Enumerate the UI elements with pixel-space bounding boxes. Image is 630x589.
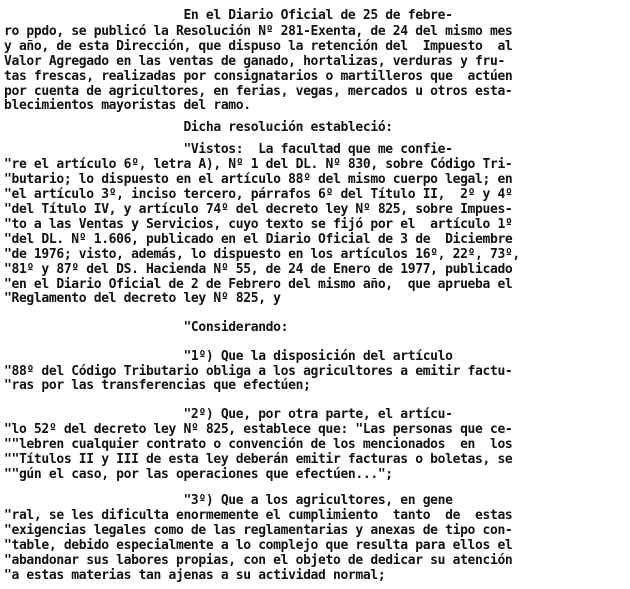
text-line: y año, de esta Dirección, que dispuso la retención del Impuesto al	[4, 39, 513, 54]
text-line: "del DL. Nº 1.606, publicado en el Diario Oficial de 3 de Diciembre	[4, 232, 513, 247]
section-heading: "Considerando:	[4, 320, 289, 335]
section-heading: Dicha resolución estableció:	[4, 120, 393, 135]
text-line: ""gún el caso, por las operaciones que efectúen...";	[4, 467, 393, 482]
text-line: "Vistos: La facultad que me confie-	[4, 142, 453, 157]
text-line: "abandonar sus labores propias, con el objeto de dedicar su atención	[4, 553, 513, 568]
text-line: En el Diario Oficial de 25 de febre-	[4, 8, 453, 23]
text-line: ""lebren cualquier contrato o convención de los mencionados en los	[4, 437, 513, 452]
text-line: Valor Agregado en las ventas de ganado, hortalizas, verduras y fru-	[4, 54, 505, 69]
text-line: "ral, se les dificulta enormemente el cumplimiento tanto de estas	[4, 508, 513, 523]
text-line: "ras por las transferencias que efectúen;	[4, 378, 311, 393]
text-line: "exigencias legales como de las reglamentarias y anexas de tipo con-	[4, 523, 513, 538]
text-line: "3º) Que a los agricultores, en gene	[4, 493, 453, 508]
text-line: "to a las Ventas y Servicios, cuyo texto se fijó por el artículo 1º	[4, 217, 513, 232]
text-line: "el artículo 3º, inciso tercero, párrafos 6º del Título II, 2º y 4º	[4, 187, 513, 202]
text-line: "88º del Código Tributario obliga a los agricultores a emitir factu-	[4, 364, 513, 379]
text-line: "del Título IV, y artículo 74º del decreto ley Nº 825, sobre Impues-	[4, 202, 513, 217]
text-line: "re el artículo 6º, letra A), Nº 1 del DL. Nº 830, sobre Código Tri-	[4, 157, 513, 172]
text-line: "2º) Que, por otra parte, el artícu-	[4, 407, 453, 422]
text-line: ro ppdo, se publicó la Resolución Nº 281-Exenta, de 24 del mismo mes	[4, 24, 513, 39]
text-line: "1º) Que la disposición del artículo	[4, 349, 453, 364]
text-line: "lo 52º del decreto ley Nº 825, establece que: "Las personas que ce-	[4, 422, 513, 437]
text-line: "en el Diario Oficial de 2 de Febrero del mismo año, que aprueba el	[4, 277, 513, 292]
text-line: tas frescas, realizadas por consignatarios o martilleros que actúen	[4, 69, 513, 84]
text-line: blecimientos mayoristas del ramo.	[4, 98, 251, 113]
text-line: "table, debido especialmente a lo complejo que resulta para ellos el	[4, 538, 513, 553]
text-line: ""Títulos II y III de esta ley deberán emitir facturas o boletas, se	[4, 452, 513, 467]
text-line: "de 1976; visto, además, lo dispuesto en los artículos 16º, 22º, 73º,	[4, 247, 520, 262]
text-line: "81º y 87º del DS. Hacienda Nº 55, de 24 de Enero de 1977, publicado	[4, 262, 513, 277]
text-line: "a estas materias tan ajenas a su actividad normal;	[4, 568, 386, 583]
text-line: por cuenta de agricultores, en ferias, vegas, mercados u otros esta-	[4, 84, 513, 99]
text-line: "butario; lo dispuesto en el artículo 88º del mismo cuerpo legal; en	[4, 172, 513, 187]
text-line: "Reglamento del decreto ley Nº 825, y	[4, 291, 281, 306]
